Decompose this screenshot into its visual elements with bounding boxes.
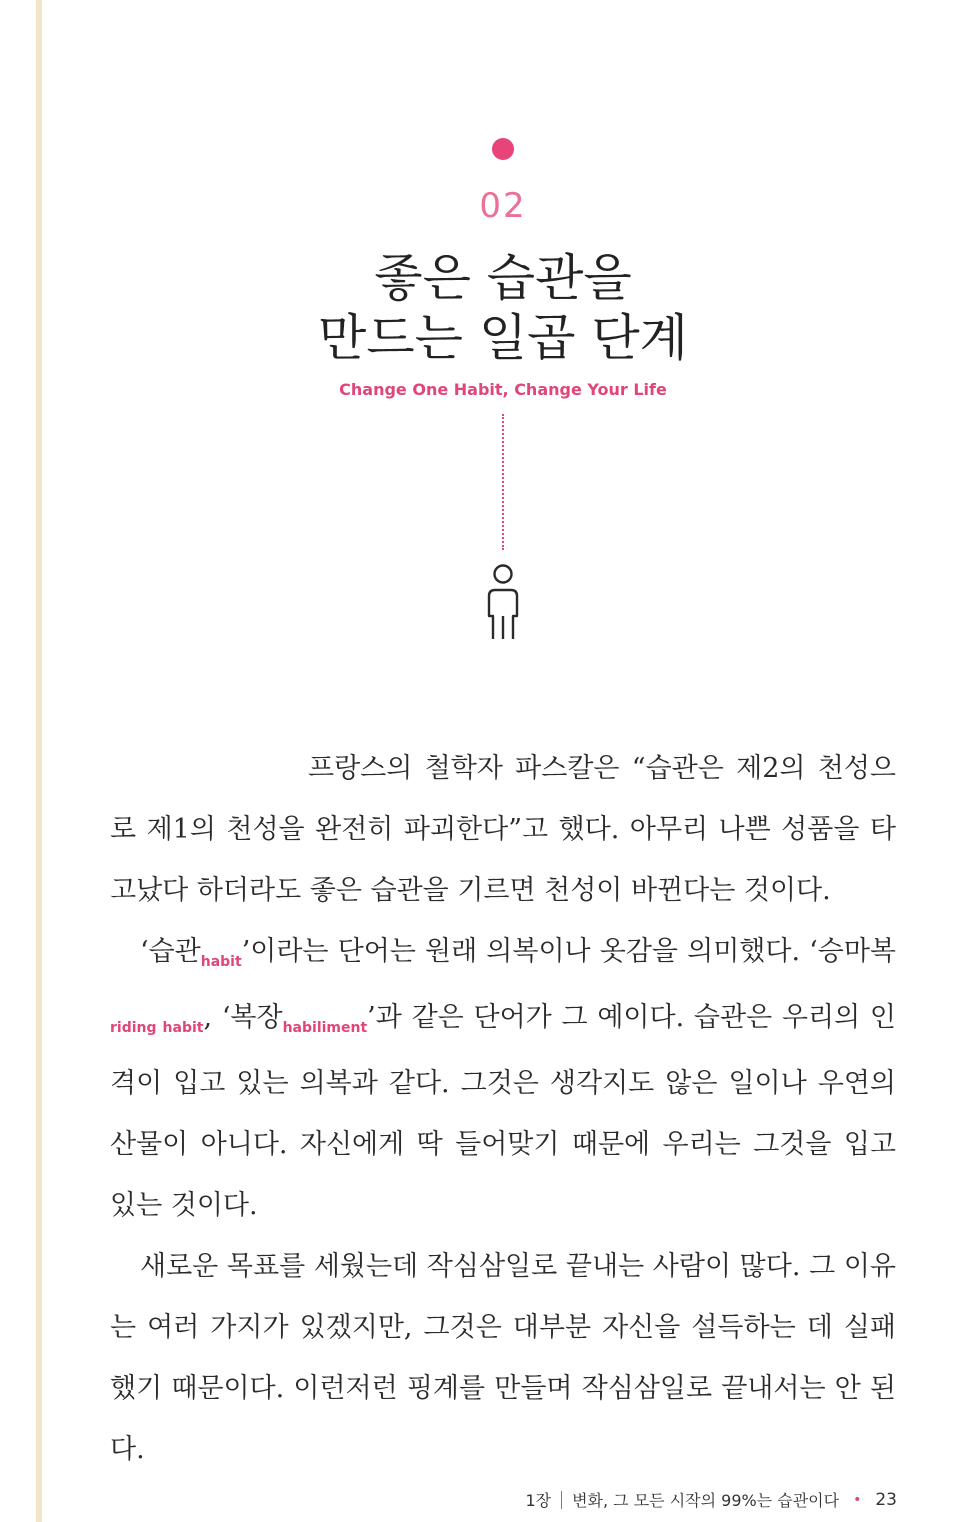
- chapter-dot-marker: [492, 138, 514, 160]
- dotted-divider: [502, 414, 504, 550]
- footer-chapter-title: 변화, 그 모든 시작의 99%는 습관이다: [572, 1491, 840, 1510]
- page-number: 23: [875, 1489, 897, 1510]
- chapter-title: [0, 248, 975, 368]
- paragraph-2: [110, 921, 896, 1236]
- paragraph-2-text-d: ’과 같은 단어가 그 예이다. 습관은 우리의 인격이 입고 있는 의복과 같다. 그것은 생각지도 않은 일이나 우연의 산물이 아니다. 자신에게 딱 들어맞기 때문에 우리는 그것을 입고 있는 것이다.: [110, 1002, 896, 1221]
- chapter-title-line2: 만드는 일곱 단계: [318, 309, 688, 367]
- footer-bullet: •: [853, 1491, 862, 1508]
- chapter-title-line1: 좋은 습관을: [374, 249, 632, 307]
- footer-separator: [561, 1491, 562, 1509]
- footer-chapter-label: 1장: [525, 1491, 552, 1510]
- gloss-riding-habit: riding habit: [110, 1020, 204, 1036]
- body-text: [110, 738, 896, 1480]
- chapter-subtitle: Change One Habit, Change Your Life: [339, 380, 667, 399]
- book-spine-edge: [36, 0, 42, 1522]
- paragraph-3: 새로운 목표를 세웠는데 작심삼일로 끝내는 사람이 많다. 그 이유는 여러 가지가 있겠지만, 그것은 대부분 자신을 설득하는 데 실패했기 때문이다. 이런저런 핑계를 만들며 작심삼일로 끝내서는 안 된다.: [110, 1251, 896, 1465]
- page-footer: [525, 1488, 897, 1511]
- gloss-habit: habit: [200, 954, 242, 970]
- chapter-number: 02: [479, 186, 527, 226]
- paragraph-2-text-c: , ‘복장: [203, 1002, 283, 1033]
- gloss-habiliment: habiliment: [282, 1020, 368, 1036]
- paragraph-2-text-b: ’이라는 단어는 원래 의복이나 옷감을 의미했다. ‘승마복: [241, 936, 896, 967]
- paragraph-1: 프랑스의 철학자 파스칼은 “습관은 제2의 천성으로 제1의 천성을 완전히 파괴한다”고 했다. 아무리 나쁜 성품을 타고났다 하더라도 좋은 습관을 기르면 천성이 바뀐다는 것이다.: [110, 753, 896, 906]
- paragraph-2-text-a: ‘습관: [140, 936, 201, 967]
- person-icon: [482, 562, 524, 642]
